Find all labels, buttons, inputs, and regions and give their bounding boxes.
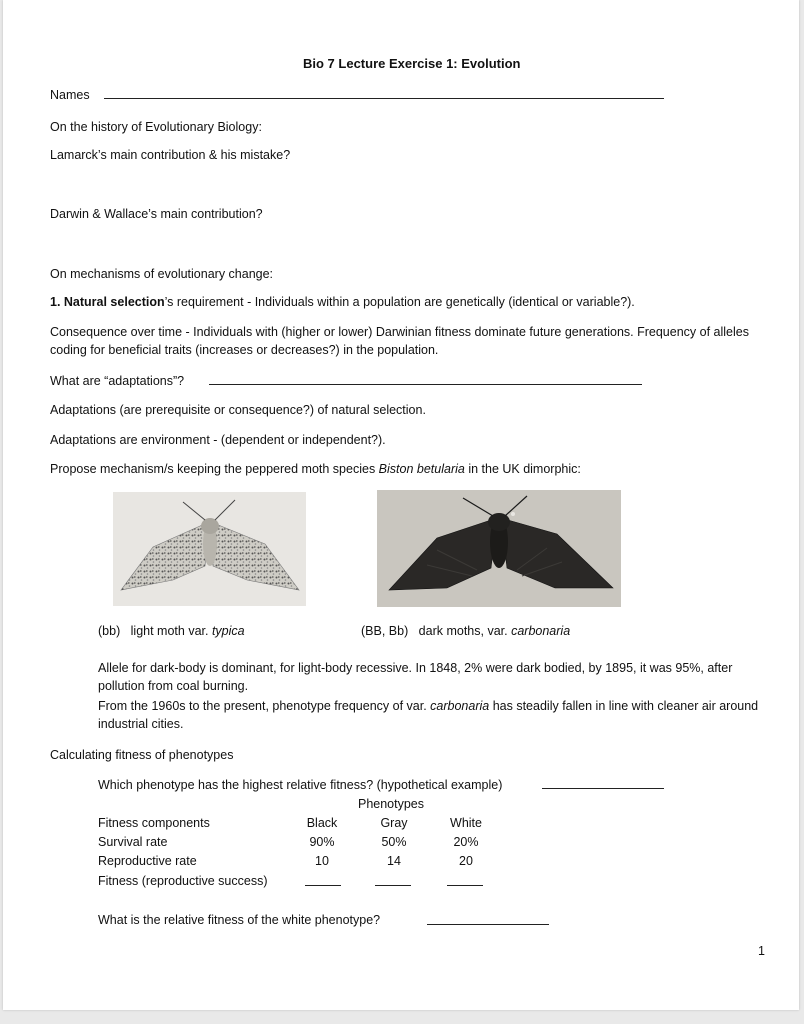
fitness-white-blank[interactable]: [447, 885, 483, 886]
components-header: Fitness components: [98, 816, 210, 830]
cell-reproductive-black: 10: [315, 854, 329, 868]
calc-heading: Calculating fitness of phenotypes: [50, 748, 234, 762]
species-name: Biston betularia: [378, 462, 465, 476]
column-white: White: [450, 816, 482, 830]
row-fitness-label: Fitness (reproductive success): [98, 874, 268, 888]
row-survival-label: Survival rate: [98, 835, 168, 849]
adaptations-answer-line[interactable]: [209, 384, 642, 385]
cell-reproductive-white: 20: [459, 854, 473, 868]
fitness-black-blank[interactable]: [305, 885, 341, 886]
names-label: Names: [50, 88, 90, 102]
light-moth-caption: (bb) light moth var. typica: [98, 624, 245, 638]
environment-question: Adaptations are environment - (dependent or independent?).: [50, 433, 386, 447]
propose-question: Propose mechanism/s keeping the peppered moth species Biston betularia in the UK dimorphic:: [50, 462, 581, 476]
white-fitness-answer-line[interactable]: [427, 924, 549, 925]
lamarck-question: Lamarck’s main contribution & his mistake?: [50, 148, 291, 162]
darwin-question: Darwin & Wallace’s main contribution?: [50, 207, 263, 221]
prerequisite-question: Adaptations (are prerequisite or consequence?) of natural selection.: [50, 403, 426, 417]
history-heading: On the history of Evolutionary Biology:: [50, 120, 262, 134]
natural-selection-rest: ’s requirement - Individuals within a population are genetically (identical or variable?).: [164, 295, 635, 309]
document-page: [3, 0, 799, 1010]
dark-moth-image: [377, 490, 621, 607]
white-fitness-question: What is the relative fitness of the white phenotype?: [98, 913, 381, 927]
cell-reproductive-gray: 14: [387, 854, 401, 868]
adaptations-question: What are “adaptations”?: [50, 374, 185, 388]
highest-fitness-question: Which phenotype has the highest relative fitness? (hypothetical example): [98, 778, 503, 792]
cell-survival-black: 90%: [309, 835, 335, 849]
cell-survival-white: 20%: [453, 835, 479, 849]
allele-text: Allele for dark-body is dominant, for light-body recessive. In 1848, 2% were dark bodied, by 1895, it was 95%, after pollution from coal burning.: [98, 661, 733, 693]
mechanisms-heading: On mechanisms of evolutionary change:: [50, 267, 274, 281]
phenotypes-header: Phenotypes: [357, 797, 425, 811]
page-title: Bio 7 Lecture Exercise 1: Evolution: [303, 56, 521, 71]
natural-selection-term: 1. Natural selection: [50, 295, 165, 309]
row-reproductive-label: Reproductive rate: [98, 854, 197, 868]
light-moth-image: [113, 492, 306, 606]
column-gray: Gray: [380, 816, 408, 830]
column-black: Black: [306, 816, 338, 830]
natural-selection-line: [50, 294, 635, 310]
sixties-text: From the 1960s to the present, phenotype frequency of var. carbonaria has steadily fallen in line with cleaner air around industrial cities.: [98, 699, 759, 731]
dark-moth-caption: (BB, Bb) dark moths, var. carbonaria: [361, 624, 571, 638]
names-field[interactable]: [104, 98, 664, 99]
fitness-gray-blank[interactable]: [375, 885, 411, 886]
highest-fitness-answer-line[interactable]: [542, 788, 664, 789]
consequence-text: Consequence over time - Individuals with (higher or lower) Darwinian fitness dominate future generations. Frequency of alleles coding for beneficial traits (increases or decreases?) in the population.: [50, 325, 749, 357]
page-number: 1: [758, 944, 765, 958]
cell-survival-gray: 50%: [381, 835, 407, 849]
